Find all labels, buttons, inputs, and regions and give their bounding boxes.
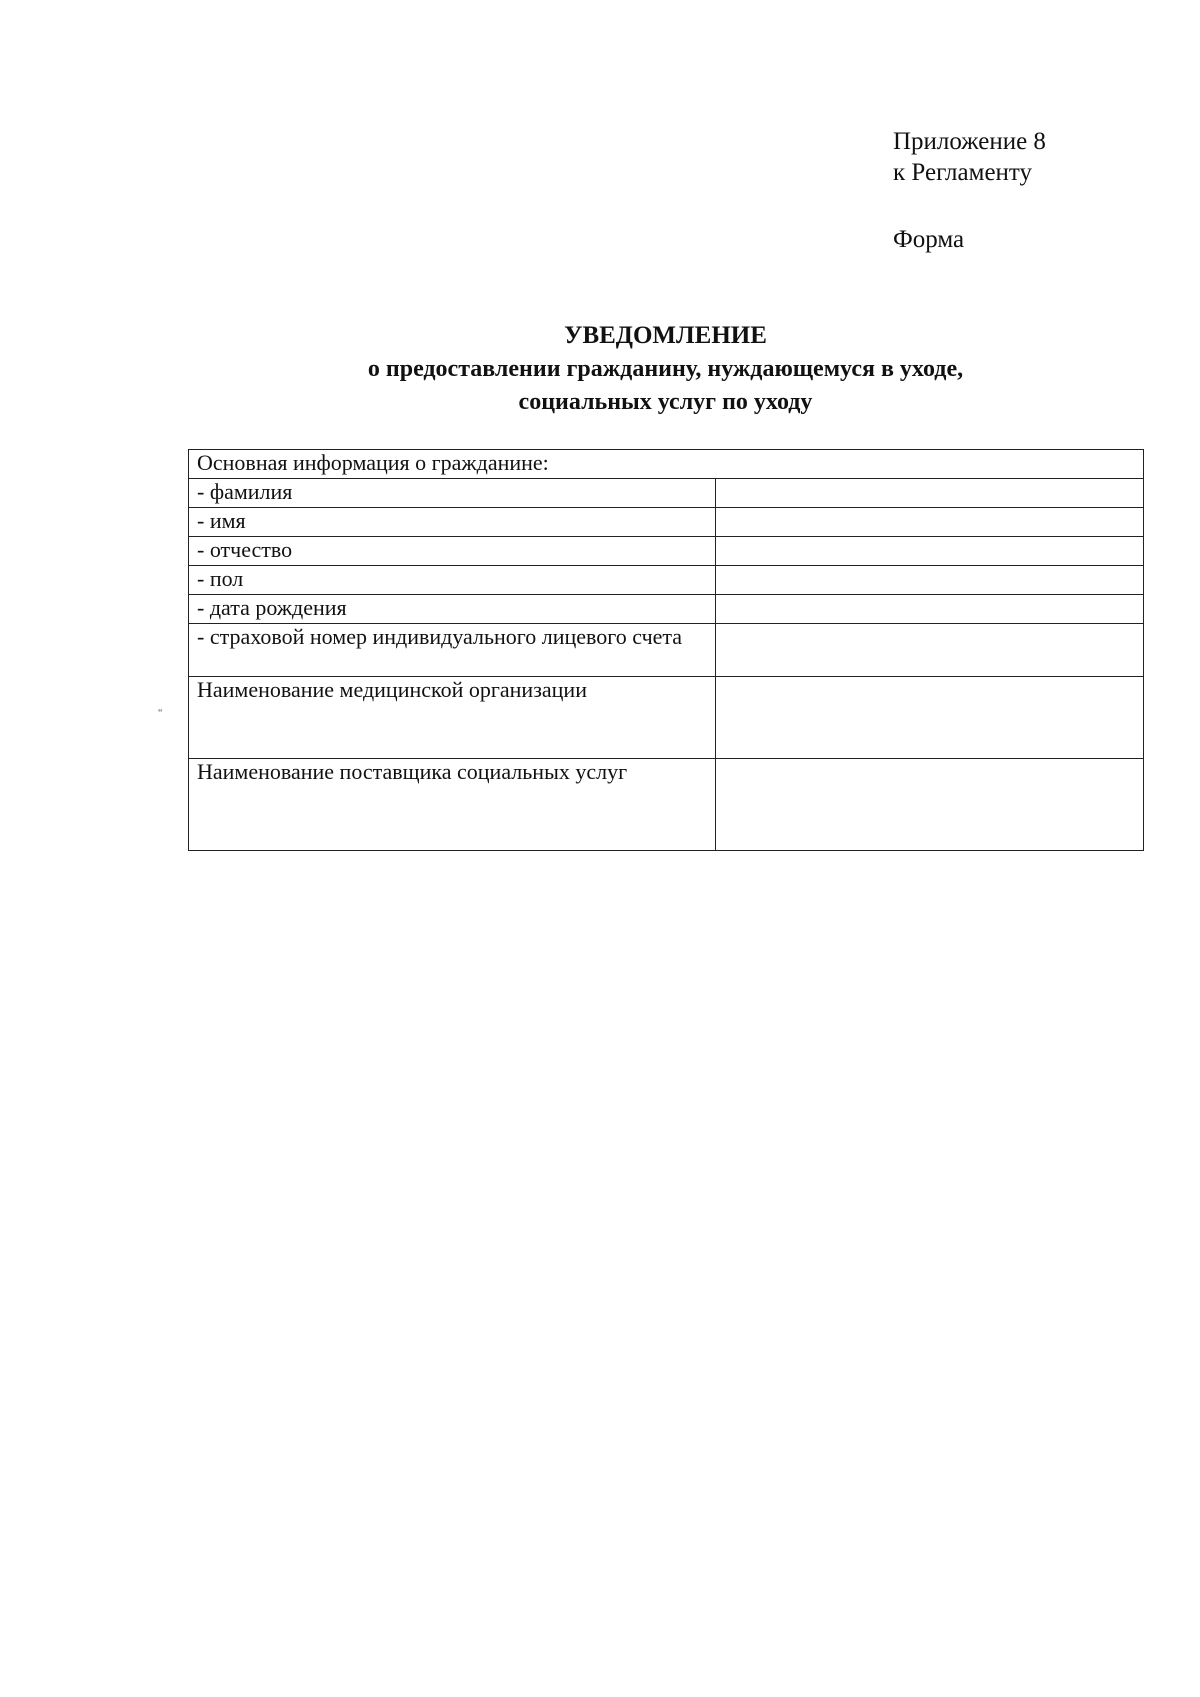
table-row-name <box>189 508 1144 537</box>
row-label: - дата рождения <box>189 595 716 624</box>
citizen-info-table <box>188 449 1144 851</box>
scan-speck: “ <box>158 708 163 719</box>
row-value-sex[interactable] <box>716 566 1144 595</box>
row-label: Наименование медицинской организации <box>189 677 716 759</box>
table-row-provider <box>189 759 1144 851</box>
table-row-patronymic <box>189 537 1144 566</box>
row-value-patronymic[interactable] <box>716 537 1144 566</box>
row-value-medical-org[interactable] <box>716 677 1144 759</box>
row-label: Наименование поставщика социальных услуг <box>189 759 716 851</box>
form-label: Форма <box>893 226 965 253</box>
row-label: - страховой номер индивидуального лицевого счета <box>189 624 716 677</box>
row-value-birthdate[interactable] <box>716 595 1144 624</box>
table-row-surname <box>189 479 1144 508</box>
table-row-snils <box>189 624 1144 677</box>
document-title: УВЕДОМЛЕНИЕ <box>564 322 767 349</box>
section-header-cell: Основная информация о гражданине: <box>189 450 1144 479</box>
row-label: - отчество <box>189 537 716 566</box>
table-row-sex <box>189 566 1144 595</box>
row-value-provider[interactable] <box>716 759 1144 851</box>
regulation-label: к Регламенту <box>893 159 1033 186</box>
row-label: - имя <box>189 508 716 537</box>
row-label: - фамилия <box>189 479 716 508</box>
table-row-birthdate <box>189 595 1144 624</box>
document-subtitle-line1: о предоставлении гражданину, нуждающемуся в уходе, <box>367 356 964 382</box>
row-value-surname[interactable] <box>716 479 1144 508</box>
appendix-label: Приложение 8 <box>893 128 1046 155</box>
row-label: - пол <box>189 566 716 595</box>
table-section-header-row <box>189 450 1144 479</box>
document-subtitle-line2: социальных услуг по уходу <box>518 389 813 415</box>
table-row-medical-org <box>189 677 1144 759</box>
row-value-snils[interactable] <box>716 624 1144 677</box>
row-value-name[interactable] <box>716 508 1144 537</box>
